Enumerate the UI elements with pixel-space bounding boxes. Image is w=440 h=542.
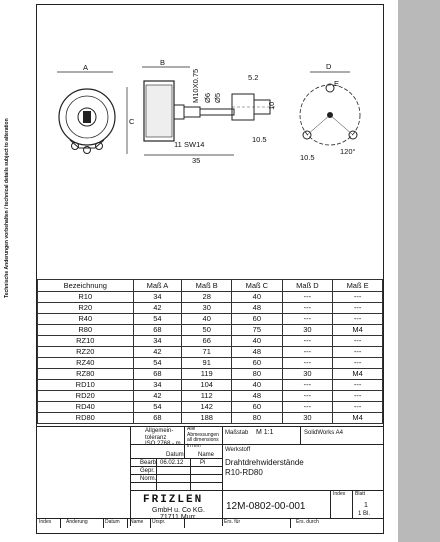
table-cell: 80 <box>232 413 283 424</box>
dim-e: E <box>334 79 340 88</box>
norm-label: Norm. <box>140 476 157 482</box>
table-cell: 34 <box>133 380 182 391</box>
table-cell: 30 <box>282 413 333 424</box>
table-cell: M4 <box>333 413 383 424</box>
table-cell: RD40 <box>38 402 134 413</box>
table-cell: --- <box>333 336 383 347</box>
table-cell: 68 <box>133 369 182 380</box>
company-city: 71711 Murr <box>160 514 196 521</box>
drawing-subtitle: R10-RD80 <box>225 468 263 477</box>
scale-label: Maßstab <box>225 430 249 436</box>
dim-d6: Ø6 <box>203 92 212 103</box>
table-cell: RZ40 <box>38 358 134 369</box>
table-cell: 48 <box>232 303 283 314</box>
table-cell: 66 <box>182 336 232 347</box>
drawn-name: Pi <box>200 460 206 466</box>
col-header: Maß C <box>232 280 283 292</box>
company-logo: FRIZLEN <box>143 494 204 506</box>
table-cell: --- <box>333 347 383 358</box>
table-row <box>38 413 383 424</box>
dim-10-5-rear: 10.5 <box>300 153 315 162</box>
origin-label: Urspr. <box>152 519 166 525</box>
rear-view <box>288 60 373 170</box>
drawn-label: Bearb. <box>140 460 158 466</box>
dim-120: 120° <box>340 147 356 156</box>
col-header: Maß E <box>333 280 383 292</box>
date-label: Datum <box>166 452 184 458</box>
table-cell: --- <box>333 292 383 303</box>
table-row <box>38 325 383 336</box>
checked-label: Gepr. <box>140 468 155 474</box>
table-cell: --- <box>282 303 333 314</box>
table-cell: 80 <box>232 369 283 380</box>
table-cell: 112 <box>182 391 232 402</box>
table-cell: 34 <box>133 336 182 347</box>
table-cell: --- <box>282 336 333 347</box>
table-row <box>38 380 383 391</box>
table-cell: 60 <box>232 314 283 325</box>
software-label: SolidWorks A4 <box>304 430 343 436</box>
table-cell: R40 <box>38 314 134 325</box>
rev-change-label: Änderung <box>66 519 88 525</box>
table-cell: 188 <box>182 413 232 424</box>
dim-b: B <box>160 58 166 67</box>
table-cell: --- <box>333 391 383 402</box>
table-cell: 104 <box>182 380 232 391</box>
table-cell: 40 <box>232 292 283 303</box>
dim-c: C <box>129 117 135 126</box>
table-row <box>38 336 383 347</box>
table-cell: R80 <box>38 325 134 336</box>
dim-sw14: SW14 <box>184 140 205 149</box>
table-cell: RZ80 <box>38 369 134 380</box>
scale-value: M 1:1 <box>256 429 274 436</box>
dim-5-2: 5.2 <box>248 73 259 82</box>
table-cell: --- <box>333 303 383 314</box>
table-cell: --- <box>333 358 383 369</box>
table-cell: --- <box>282 358 333 369</box>
table-cell: --- <box>282 347 333 358</box>
table-cell: 68 <box>133 325 182 336</box>
table-cell: RD20 <box>38 391 134 402</box>
table-cell: 75 <box>232 325 283 336</box>
table-cell: 30 <box>182 303 232 314</box>
index-label: Index <box>333 491 346 497</box>
sheet-total: 1 Bl. <box>358 511 371 517</box>
sheet-number: 1 <box>364 502 368 509</box>
table-header-row <box>38 280 383 292</box>
dim-m10: M10X0.75 <box>191 68 200 103</box>
drawn-date: 06.02.12 <box>160 460 184 466</box>
table-cell: 42 <box>133 303 182 314</box>
dim-10-5-side: 10.5 <box>252 135 267 144</box>
dimensions-note: Alle Abmessungen all dimensions in mm <box>187 426 219 449</box>
dim-d: D <box>326 62 332 71</box>
table-cell: 142 <box>182 402 232 413</box>
table-cell: M4 <box>333 369 383 380</box>
table-cell: --- <box>333 402 383 413</box>
table-cell: --- <box>333 314 383 325</box>
table-cell: R10 <box>38 292 134 303</box>
sheet-label: Blatt <box>355 491 366 497</box>
drawing-number: 12M-0802-00-001 <box>226 501 306 512</box>
dim-35: 35 <box>192 156 201 165</box>
table-cell: --- <box>282 292 333 303</box>
table-cell: --- <box>282 314 333 325</box>
company-sub: GmbH u. Co KG. <box>152 507 205 514</box>
table-cell: R20 <box>38 303 134 314</box>
table-cell: 54 <box>133 358 182 369</box>
table-row <box>38 402 383 413</box>
table-cell: 42 <box>133 347 182 358</box>
table-cell: 40 <box>182 314 232 325</box>
table-row <box>38 358 383 369</box>
table-row <box>38 292 383 303</box>
table-cell: 50 <box>182 325 232 336</box>
table-cell: RZ20 <box>38 347 134 358</box>
table-cell: 54 <box>133 402 182 413</box>
table-cell: RZ10 <box>38 336 134 347</box>
rev-name-label: Name <box>130 519 144 525</box>
table-cell: 91 <box>182 358 232 369</box>
table-cell: 30 <box>282 369 333 380</box>
table-cell: 60 <box>232 358 283 369</box>
table-cell: 40 <box>232 336 283 347</box>
col-header: Maß B <box>182 280 232 292</box>
table-cell: 30 <box>282 325 333 336</box>
table-row <box>38 314 383 325</box>
table-row <box>38 391 383 402</box>
tolerance-note: Allgemein- toleranz ISO 2768 - m <box>145 428 181 448</box>
table-cell: --- <box>282 380 333 391</box>
front-view <box>55 62 140 167</box>
table-row <box>38 303 383 314</box>
rev-date-label: Datum <box>105 519 120 525</box>
table-cell: 40 <box>232 380 283 391</box>
table-cell: 34 <box>133 292 182 303</box>
table-cell: --- <box>333 380 383 391</box>
shaft-detail <box>226 66 281 156</box>
material-label: Werkstoff <box>225 447 251 453</box>
table-cell: 119 <box>182 369 232 380</box>
dim-a: A <box>83 63 89 72</box>
name-label: Name <box>198 452 215 458</box>
table-cell: 71 <box>182 347 232 358</box>
table-cell: --- <box>282 402 333 413</box>
side-note: Technische Änderungen vorbehalten / technical details subject to alteration <box>4 118 10 298</box>
table-cell: 48 <box>232 347 283 358</box>
table-cell: RD80 <box>38 413 134 424</box>
table-cell: 48 <box>232 391 283 402</box>
dim-11: 11 <box>174 140 182 149</box>
dim-10: 10 <box>267 101 276 110</box>
col-header: Maß D <box>282 280 333 292</box>
table-cell: 42 <box>133 391 182 402</box>
table-cell: 68 <box>133 413 182 424</box>
col-header: Bezeichnung <box>38 280 134 292</box>
table-cell: 60 <box>232 402 283 413</box>
replaces-label: Ers. für <box>224 519 241 525</box>
rev-index-label: Index <box>39 519 52 525</box>
replaced-by-label: Ers. durch <box>296 519 319 525</box>
table-cell: --- <box>282 391 333 402</box>
col-header: Maß A <box>133 280 182 292</box>
dim-d5: Ø5 <box>213 92 222 103</box>
table-row <box>38 347 383 358</box>
table-body <box>38 292 383 424</box>
dimension-table <box>37 279 383 424</box>
table-cell: M4 <box>333 325 383 336</box>
table-cell: 54 <box>133 314 182 325</box>
table-cell: RD10 <box>38 380 134 391</box>
table-row <box>38 369 383 380</box>
drawing-title: Drahtdrehwiderstände <box>225 458 304 467</box>
table-cell: 28 <box>182 292 232 303</box>
